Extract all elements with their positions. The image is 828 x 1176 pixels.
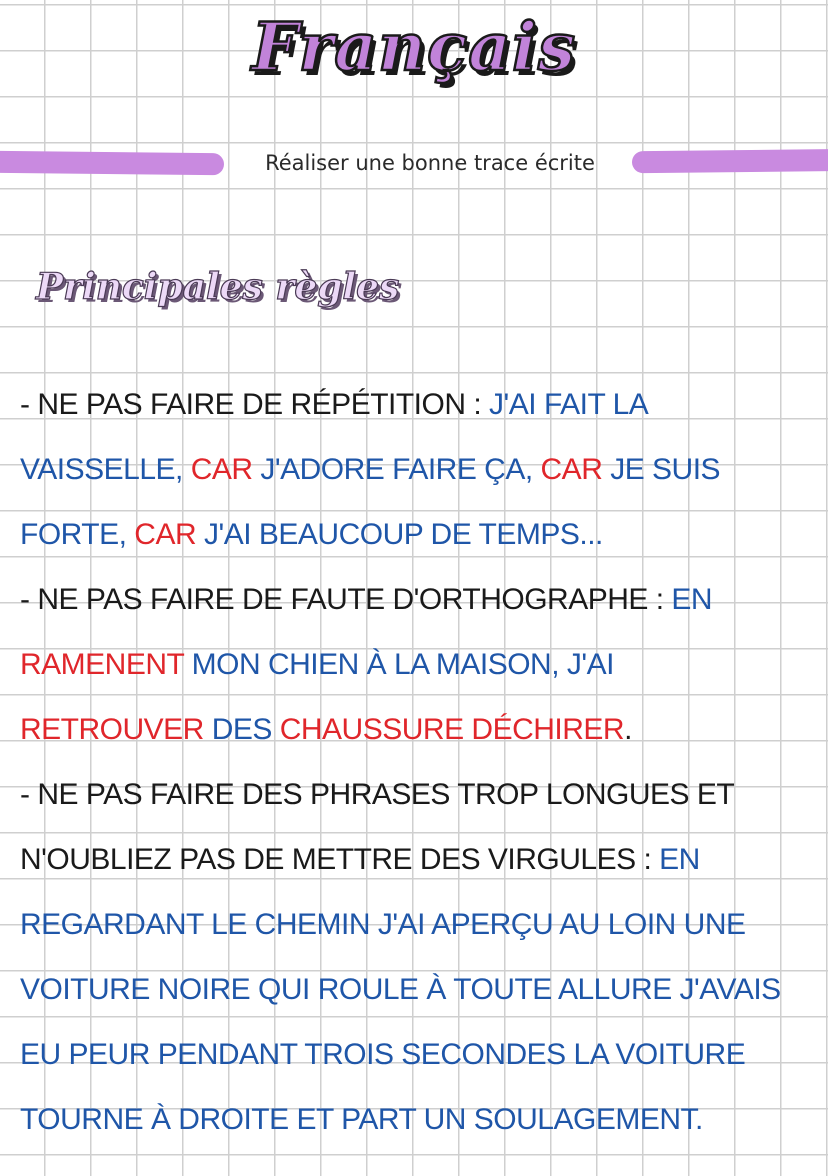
page-title: Français (251, 8, 577, 86)
rule-item (20, 762, 798, 1152)
example-text: MON CHIEN À LA MAISON, J'AI (183, 648, 614, 681)
rule-text: - NE PAS FAIRE DE RÉPÉTITION : (20, 388, 490, 421)
page-subtitle: Réaliser une bonne trace écrite (265, 151, 595, 175)
rule-item (20, 372, 798, 567)
example-text: J'ADORE FAIRE ÇA, (252, 453, 541, 486)
highlighted-word: RETROUVER (20, 713, 204, 746)
rule-text: - NE PAS FAIRE DES PHRASES TROP LONGUES ET N'OUBLIEZ PAS DE METTRE DES VIRGULES : (20, 778, 734, 876)
highlighted-word: CHAUSSURE DÉCHIRER (279, 713, 625, 746)
highlighted-word: CAR (190, 453, 253, 486)
rule-item (20, 567, 798, 762)
rules-list (20, 372, 798, 1152)
example-text: DES (203, 713, 280, 746)
example-text: J'AI FAIT LA VAISSELLE, (20, 388, 647, 486)
example-text: EN (671, 583, 713, 616)
example-text: JE SUIS FORTE, (20, 453, 721, 551)
punctuation: . (624, 713, 632, 746)
highlighted-word: CAR (134, 518, 197, 551)
highlighted-word: CAR (540, 453, 603, 486)
example-text: J'AI BEAUCOUP DE TEMPS... (196, 518, 603, 551)
decorative-bar-right (632, 149, 828, 173)
section-heading: Principales règles (36, 266, 400, 308)
highlighted-word: RAMENENT (20, 648, 184, 681)
example-text: EN REGARDANT LE CHEMIN J'AI APERÇU AU LOIN UNE VOITURE NOIRE QUI ROULE À TOUTE ALLURE J'AVAIS EU PEUR PENDANT TROIS SECONDES LA VOITURE TOURNE À DROITE ET PART UN SOULAGEMENT. (20, 843, 781, 1136)
decorative-bar-left (0, 151, 224, 176)
rule-text: - NE PAS FAIRE DE FAUTE D'ORTHOGRAPHE : (20, 583, 672, 616)
